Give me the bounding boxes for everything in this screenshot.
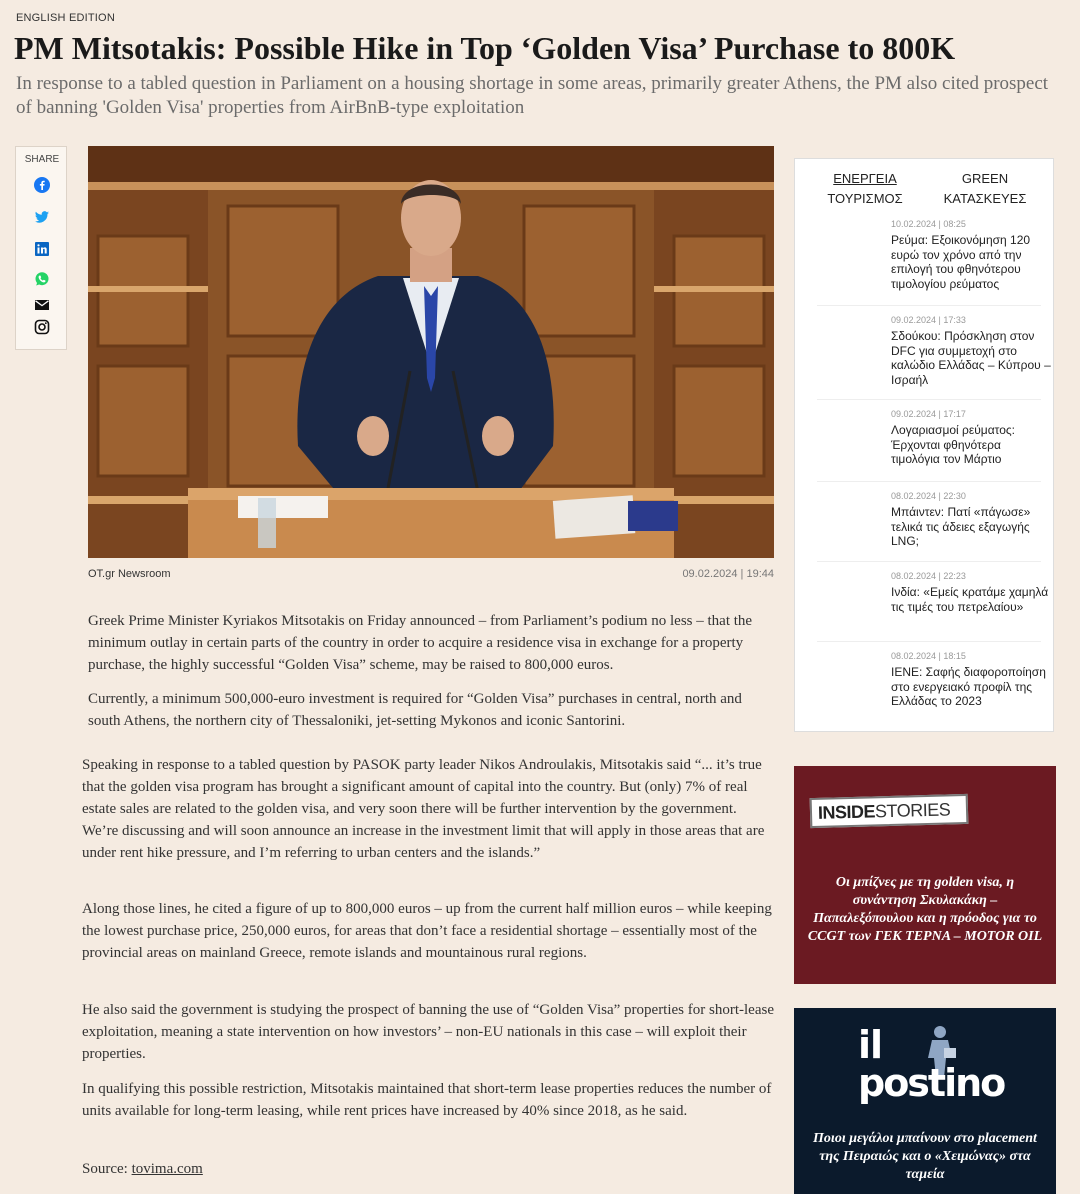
tab-green-label: GREEN (961, 171, 1009, 186)
instagram-icon[interactable] (34, 319, 50, 335)
item-title[interactable]: Ινδία: «Εμείς κρατάμε χαμηλά τις τιμές του πετρελαίου» (891, 585, 1049, 614)
article-paragraph-5: He also said the government is studying the prospect of banning the use of “Golden Visa” properties for short-lease exploitation, meaning a state intervention on how investors’ – non-EU nationals in this case – will exploit their properties. (82, 1002, 774, 1062)
item-date: 08.02.2024 | 22:30 (891, 491, 966, 501)
news-sidebar (794, 158, 1054, 732)
article-paragraph-3: Speaking in response to a tabled question by PASOK party leader Nikos Androulakis, Mitsotakis said “... it’s true that the golden visa program has brought a significant amount of capital into the country. But (only) 7% of real estate sales are related to the golden visa, and very soon there will be further intervention by the government. We’re discussing and will soon announce an increase in the investment limit that will apply in those areas that are under rent hike pressure, and I’m referring to urban centers and the islands.” (82, 757, 765, 861)
list-item[interactable] (891, 219, 1051, 291)
item-date: 08.02.2024 | 22:23 (891, 571, 966, 581)
inside-stories-logo (810, 794, 969, 828)
photo-credit: OT.gr Newsroom (88, 568, 171, 580)
article-photo (88, 146, 774, 558)
item-title[interactable]: Σδούκου: Πρόσκληση στον DFC για συμμετοχή στο καλώδιο Ελλάδας – Κύπρου – Ισραήλ (891, 329, 1051, 387)
list-item[interactable] (891, 651, 1051, 709)
item-date: 10.02.2024 | 08:25 (891, 219, 966, 229)
il-postino-brand-line2: postino (858, 1061, 1005, 1105)
il-postino-brand-line1: il (858, 1023, 883, 1067)
source-label: Source: (82, 1161, 132, 1177)
item-date: 09.02.2024 | 17:17 (891, 409, 966, 419)
il-postino-banner[interactable] (794, 1008, 1056, 1194)
divider (817, 305, 1041, 306)
whatsapp-icon[interactable] (34, 271, 50, 287)
item-title[interactable]: Ρεύμα: Εξοικονόμηση 120 ευρώ τον χρόνο από την επιλογή του φθηνότερου τιμολογίου ρεύματος (891, 233, 1031, 291)
inside-stories-brand-light: STORIES (874, 799, 951, 822)
item-title[interactable]: Μπάιντεν: Πατί «πάγωσε» τελικά τις άδειες εξαγωγής LNG; (891, 505, 1031, 548)
tab-green-constructions[interactable] (935, 169, 1035, 209)
article-source (82, 1158, 774, 1180)
article-paragraph-1: Greek Prime Minister Kyriakos Mitsotakis on Friday announced – from Parliament’s podium no less – that the minimum outlay in certain parts of the country in order to acquire a residence visa in exchange for a property purchase, the highly successful “Golden Visa” scheme, may be raised to 800,000 euros. (88, 613, 753, 673)
tab-energy-tourism[interactable] (811, 169, 919, 209)
divider (817, 399, 1041, 400)
item-title[interactable]: ΙΕΝΕ: Σαφής διαφοροποίηση στο ενεργειακό προφίλ της Ελλάδας το 2023 (891, 665, 1046, 708)
inside-stories-banner[interactable] (794, 766, 1056, 984)
twitter-icon[interactable] (34, 209, 50, 225)
tab-constructions-label: ΚΑΤΑΣΚΕΥΕΣ (943, 191, 1027, 206)
tab-energy-label: ΕΝΕΡΓΕΙΑ (833, 171, 897, 186)
il-postino-headline[interactable]: Ποιοι μεγάλοι μπαίνουν στο placement της Πειραιώς και ο «Χειμώνας» στα ταμεία (813, 1131, 1037, 1182)
divider (817, 561, 1041, 562)
subheadline: In response to a tabled question in Parliament on a housing shortage in some areas, primarily greater Athens, the PM also cited prospect of banning 'Golden Visa' properties from AirBnB-type exploitation (16, 73, 1049, 118)
list-item[interactable] (891, 409, 1051, 467)
article-paragraph-2: Currently, a minimum 500,000-euro investment is required for “Golden Visa” purchases in central, north and south Athens, the northern city of Thessaloniki, jet-setting Mykonos and iconic Santorini. (88, 691, 742, 729)
item-title[interactable]: Λογαριασμοί ρεύματος: Έρχονται φθηνότερα τιμολόγια τον Μάρτιο (891, 423, 1016, 466)
facebook-icon[interactable] (34, 177, 50, 193)
edition-label[interactable]: ENGLISH EDITION (16, 12, 115, 24)
inside-stories-brand-bold: INSIDE (817, 801, 876, 823)
item-date: 09.02.2024 | 17:33 (891, 315, 966, 325)
source-link[interactable]: tovima.com (131, 1161, 203, 1177)
tab-tourism-label: ΤΟΥΡΙΣΜΟΣ (827, 191, 903, 206)
share-label: SHARE (24, 154, 60, 165)
item-date: 08.02.2024 | 18:15 (891, 651, 966, 661)
linkedin-icon[interactable] (34, 241, 50, 257)
headline: PM Mitsotakis: Possible Hike in Top ‘Golden Visa’ Purchase to 800K (14, 30, 956, 66)
list-item[interactable] (891, 315, 1051, 387)
il-postino-logo (858, 1023, 1005, 1105)
email-icon[interactable] (34, 297, 50, 313)
article-paragraph-6: In qualifying this possible restriction, Mitsotakis maintained that short-term lease properties reduces the number of units available for long-term leasing, while rent prices have increased by 40% since 2018, as he said. (82, 1081, 772, 1119)
divider (817, 481, 1041, 482)
list-item[interactable] (891, 491, 1051, 549)
divider (817, 641, 1041, 642)
article-paragraph-4: Along those lines, he cited a figure of up to 800,000 euros – up from the current half million euros – while keeping the lowest purchase price, 250,000 euros, for areas that don’t face a residential shortage – essentially most of the provincial areas on mainland Greece, remote islands and mountainous rural regions. (82, 901, 772, 961)
inside-stories-headline[interactable]: Οι μπίζνες με τη golden visa, η συνάντηση Σκυλακάκη – Παπαλεξόπουλου και η πρόοδος για το CCGT των ΓΕΚ ΤΕΡΝΑ – MOTOR OIL (807, 875, 1043, 944)
list-item[interactable] (891, 571, 1051, 614)
share-bar (15, 146, 67, 350)
publish-timestamp: 09.02.2024 | 19:44 (682, 568, 774, 580)
